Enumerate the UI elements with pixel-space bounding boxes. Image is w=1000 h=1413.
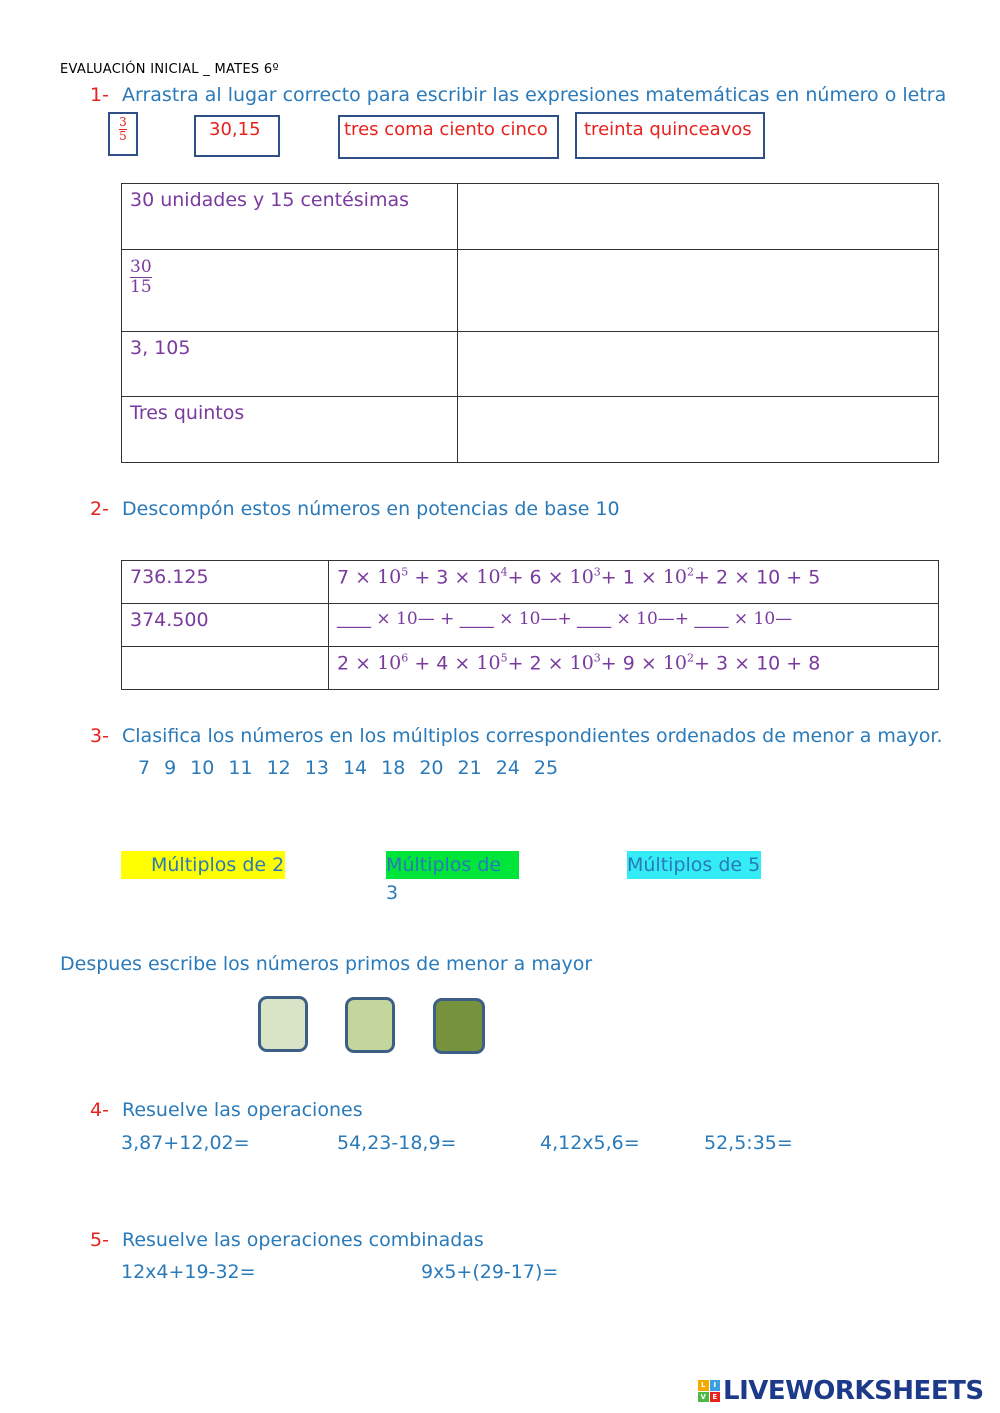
fraction [119, 116, 127, 152]
drag-item-words-1[interactable]: tres coma ciento cinco [338, 115, 559, 159]
operation: 52,5:35= [704, 1132, 793, 1154]
q1-table [121, 183, 939, 463]
category-multiples-3: Múltiplos de 3 [386, 851, 519, 879]
table-row [122, 561, 939, 604]
table-cell-number: 736.125 [122, 561, 329, 604]
operation: 9x5+(29-17)= [421, 1261, 559, 1283]
logo-text: LIVEWORKSHEETS [723, 1376, 984, 1406]
logo-mark-letter: L [698, 1380, 709, 1391]
list-item[interactable]: 7 [138, 757, 151, 779]
logo-mark-letter: I [710, 1380, 721, 1391]
table-row [122, 397, 939, 463]
question-3 [90, 725, 943, 747]
table-row [122, 332, 939, 397]
fraction-numerator: 30 [130, 257, 152, 277]
table-row [122, 184, 939, 250]
operation: 3,87+12,02= [121, 1132, 250, 1154]
table-cell-number: 374.500 [122, 604, 329, 647]
question-text: Descompón estos números en potencias de base 10 [122, 498, 620, 520]
list-item[interactable]: 14 [342, 757, 368, 779]
question-1 [90, 84, 946, 106]
list-item[interactable]: 9 [164, 757, 177, 779]
drop-target[interactable] [458, 250, 939, 332]
logo-mark-icon [698, 1380, 720, 1402]
operation: 4,12x5,6= [540, 1132, 640, 1154]
drag-item-words-2[interactable]: treinta quinceavos [575, 112, 765, 159]
prime-drop-box-2[interactable] [345, 997, 395, 1053]
list-item[interactable]: 25 [533, 757, 559, 779]
question-number: 2- [90, 498, 109, 520]
question-number: 3- [90, 725, 109, 747]
list-item[interactable]: 18 [381, 757, 406, 779]
drop-target[interactable] [458, 332, 939, 397]
list-item[interactable]: 20 [419, 757, 444, 779]
question-number: 5- [90, 1229, 109, 1251]
category-multiples-2: Múltiplos de 2 [121, 851, 285, 879]
table-cell-expression: 3, 105 [122, 332, 458, 397]
list-item[interactable]: 10 [190, 757, 215, 779]
question-2 [90, 498, 620, 520]
question-4 [90, 1099, 363, 1121]
drop-target[interactable] [458, 184, 939, 250]
prime-drop-box-3[interactable] [433, 998, 485, 1054]
prime-drop-box-1[interactable] [258, 996, 308, 1052]
list-item[interactable]: 13 [304, 757, 329, 779]
operation: 12x4+19-32= [121, 1261, 256, 1283]
table-row [122, 647, 939, 690]
list-item[interactable]: 11 [228, 757, 253, 779]
table-row [122, 604, 939, 647]
drag-item-decimal[interactable]: 30,15 [194, 115, 280, 157]
fraction [130, 258, 152, 296]
table-cell-expression: Tres quintos [122, 397, 458, 463]
operation: 54,23-18,9= [337, 1132, 457, 1154]
table-cell-expansion-blanks[interactable]: ____ × 10— + ____ × 10—+ ____ × 10—+ ____ × 10— [329, 604, 939, 647]
liveworksheets-logo [698, 1376, 984, 1406]
question-5 [90, 1229, 484, 1251]
q2-table [121, 560, 939, 690]
fraction-denominator: 15 [130, 276, 152, 297]
question-number: 4- [90, 1099, 109, 1121]
list-item[interactable]: 24 [495, 757, 520, 779]
category-multiples-5: Múltiplos de 5 [627, 851, 761, 879]
logo-mark-letter: E [710, 1392, 721, 1403]
number-list [138, 757, 572, 779]
question-text: Resuelve las operaciones combinadas [122, 1229, 484, 1251]
question-text: Arrastra al lugar correcto para escribir las expresiones matemáticas en número o letra [122, 84, 947, 106]
question-text: Clasifica los números en los múltiplos correspondientes ordenados de menor a mayor. [122, 725, 943, 747]
table-cell-number-blank[interactable] [122, 647, 329, 690]
page-title: EVALUACIÓN INICIAL _ MATES 6º [60, 62, 279, 77]
primes-instruction: Despues escribe los números primos de menor a mayor [60, 953, 593, 975]
question-text: Resuelve las operaciones [122, 1099, 363, 1121]
list-item[interactable]: 21 [457, 757, 482, 779]
table-cell-expression: 30 unidades y 15 centésimas [122, 184, 458, 250]
list-item[interactable]: 12 [266, 757, 291, 779]
table-cell-expansion: $2 \times 10^6 + 4 \times 10^5+ 2 \times 10^3+ 9 \times 10^2+ 3 \times 10 + 8$ [329, 647, 939, 690]
logo-mark-letter: V [698, 1392, 709, 1403]
question-number: 1- [90, 84, 109, 106]
fraction-denominator: 5 [119, 129, 127, 144]
table-cell-expansion: $7 \times 10^5 + 3 \times 10^4+ 6 \times 10^3+ 1 \times 10^2+ 2 \times 10 + 5$ [329, 561, 939, 604]
fraction-numerator: 3 [119, 115, 127, 129]
table-cell-expression [122, 250, 458, 332]
table-row [122, 250, 939, 332]
drop-target[interactable] [458, 397, 939, 463]
drag-item-fraction[interactable] [108, 112, 138, 156]
